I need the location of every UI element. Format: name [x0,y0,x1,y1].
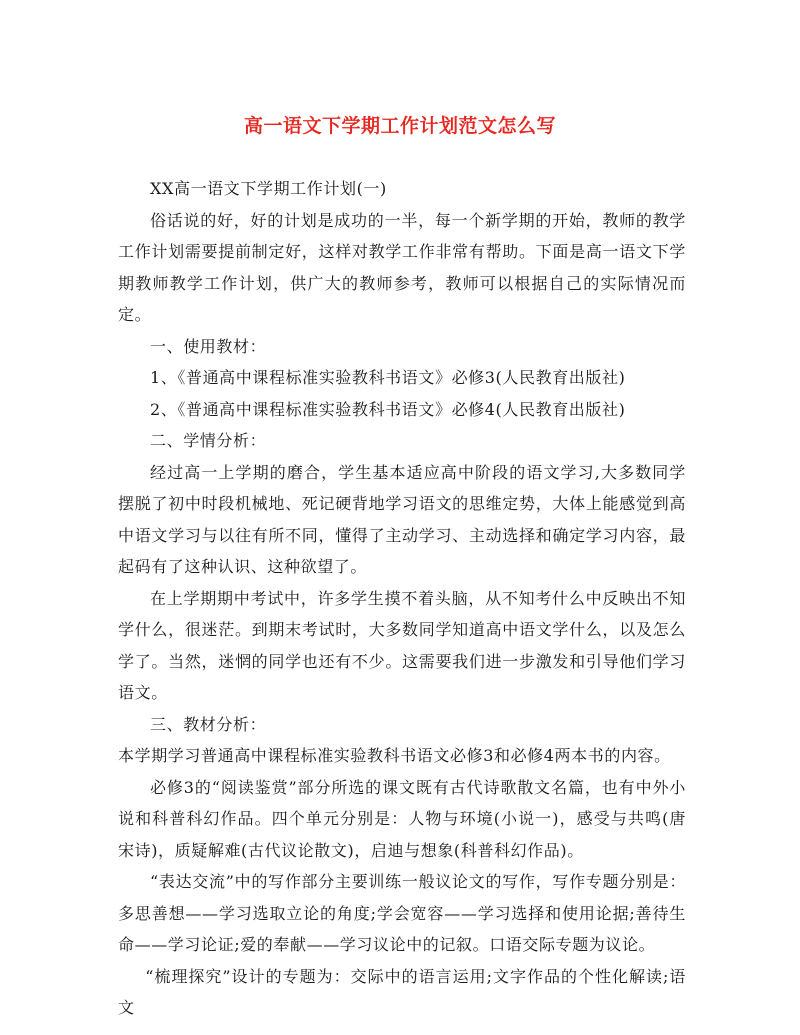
paragraph: “表达交流”中的写作部分主要训练一般议论文的写作，写作专题分别是：多思善想——学习选取立论的角度;学会宽容——学习选择和使用论据;善待生命——学习论证;爱的奉献——学习议论中的记叙。口语交际专题为议论。 [118,872,686,954]
document-body [118,173,686,1024]
paragraph: “梳理探究”设计的专题为：交际中的语言运用;文字作品的个性化解读;语文 [118,966,686,1017]
paragraph: 本学期学习普通高中课程标准实验教科书语文必修3和必修4两本书的内容。 [118,746,671,765]
section-heading: 三、教材分析： [150,714,267,734]
section-heading: 一、使用教材： [150,336,267,356]
paragraph: 必修3的“阅读鉴赏”部分所选的课文既有古代诗歌散文名篇，也有中外小说和科普科幻作品。四个单元分别是：人物与环境(小说一)，感受与共鸣(唐宋诗)，质疑解难(古代议论散文)，启迪与想象(科普科幻作品)。 [118,777,686,860]
section-heading: XX高一语文下学期工作计划(一) [150,179,387,198]
document-title: 高一语文下学期工作计划范文怎么写 [243,115,556,137]
list-item: 2、《普通高中课程标准实验教科书语文》必修4(人民教育出版社) [150,399,626,419]
list-item: 1、《普通高中课程标准实验教科书语文》必修3(人民教育出版社) [150,368,626,387]
paragraph: 经过高一上学期的磨合，学生基本适应高中阶段的语文学习,大多数同学摆脱了初中时段机械地、死记硬背地学习语文的思维定势，大体上能感觉到高中语文学习与以往有所不同，懂得了主动学习、主动选择和确定学习内容，最起码有了这种认识、这种欲望了。 [118,462,686,576]
paragraph: 俗话说的好，好的计划是成功的一半，每一个新学期的开始，教师的教学工作计划需要提前制定好，这样对教学工作非常有帮助。下面是高一语文下学期教师教学工作计划，供广大的教师参考，教师可以根据自己的实际情况而定。 [118,210,686,324]
paragraph: 在上学期期中考试中，许多学生摸不着头脑，从不知考什么中反映出不知学什么，很迷茫。到期末考试时，大多数同学知道高中语文学什么，以及怎么学了。当然，迷惘的同学也还有不少。这需要我们进一步激发和引导他们学习语文。 [118,588,686,702]
section-heading: 二、学情分析： [150,431,267,450]
